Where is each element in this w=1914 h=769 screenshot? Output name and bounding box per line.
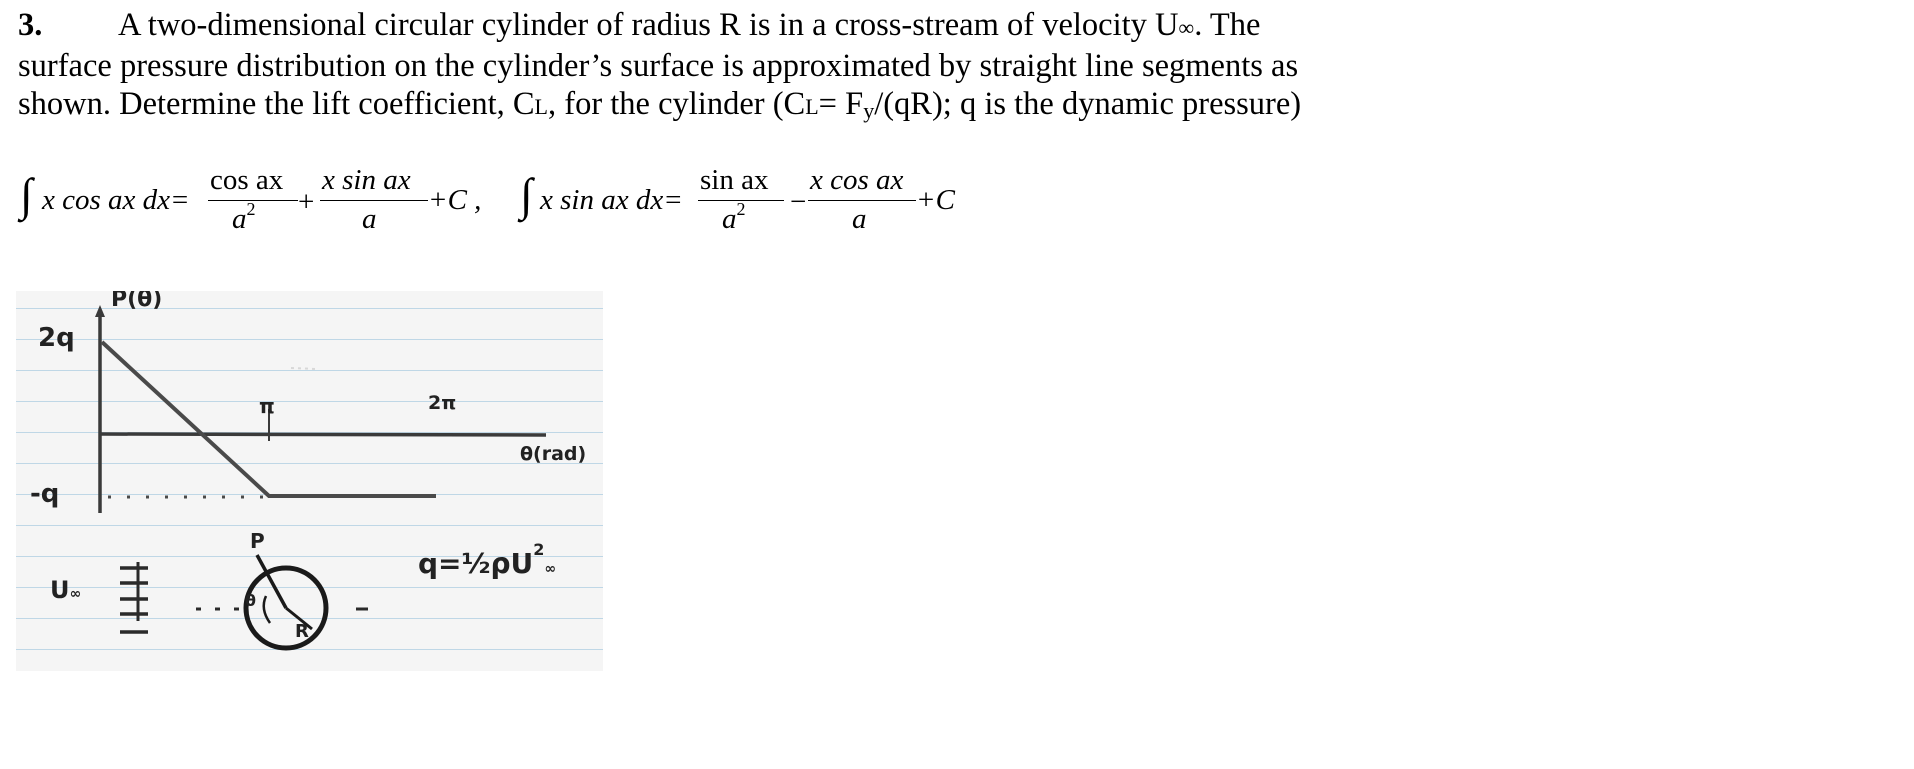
x-tick-2pi: 2π xyxy=(428,392,457,414)
radius-to-point xyxy=(257,555,286,608)
formula-2-minus: − xyxy=(790,186,807,218)
formula-2-denominator-2: a xyxy=(852,203,867,235)
formula-1-lhs: x cos ax dx= xyxy=(42,184,190,216)
angle-arc xyxy=(264,596,270,623)
formula-2-lhs: x sin ax dx= xyxy=(540,184,683,216)
point-label: P xyxy=(250,529,265,553)
formula-1-denominator-2: a xyxy=(362,203,377,235)
y-axis-label: P(θ) xyxy=(111,291,163,312)
integral-sign-2: ∫ xyxy=(520,169,533,220)
formula-2-numerator-2: x cos ax xyxy=(810,164,904,196)
formula-1-numerator-2: x sin ax xyxy=(322,164,411,196)
freestream-label: U∞ xyxy=(50,576,82,604)
formula-1-numerator-1: cos ax xyxy=(210,164,284,196)
y-tick-minus-q: -q xyxy=(30,479,60,509)
problem-number: 3. xyxy=(18,7,43,43)
x-tick-pi: π xyxy=(259,394,275,418)
problem-line-2: surface pressure distribution on the cylinder’s surface is approximated by straight line segments as xyxy=(18,48,1299,84)
integral-formulas xyxy=(0,0,1000,240)
formula-1-plus: + xyxy=(298,186,315,218)
formula-2-tail: +C xyxy=(916,184,955,216)
formula-1-denominator-1: $a^2$ xyxy=(232,199,256,235)
angle-label: θ xyxy=(245,591,256,610)
problem-line-3: shown. Determine the lift coefficient, CL, for the cylinder (CL= Fy/(qR); q is the dynamic pressure) xyxy=(18,86,1302,123)
pressure-distribution-diagram xyxy=(16,291,603,671)
fraction-bar-4 xyxy=(808,200,916,201)
x-axis xyxy=(100,434,546,435)
y-axis-arrow-icon xyxy=(95,305,105,317)
problem-line-1: 3. A two-dimensional circular cylinder of radius R is in a cross-stream of velocity U∞. The xyxy=(18,7,1261,43)
integral-sign-1: ∫ xyxy=(20,169,33,220)
infinity-subscript: ∞ xyxy=(1178,15,1195,40)
formula-2-numerator-1: sin ax xyxy=(700,164,769,196)
formula-1-tail: +C , xyxy=(428,184,482,216)
formula-2-denominator-1: $a^2$ xyxy=(722,199,746,235)
x-axis-label: θ(rad) xyxy=(520,443,587,465)
fraction-bar-2 xyxy=(320,200,428,201)
radius-label: R xyxy=(295,621,309,642)
diagram-sketch xyxy=(16,291,603,671)
dynamic-pressure-definition: $q=\frac{1}{2}\rho U^2\infty$ xyxy=(418,540,557,580)
y-tick-2q: 2q xyxy=(38,323,75,353)
